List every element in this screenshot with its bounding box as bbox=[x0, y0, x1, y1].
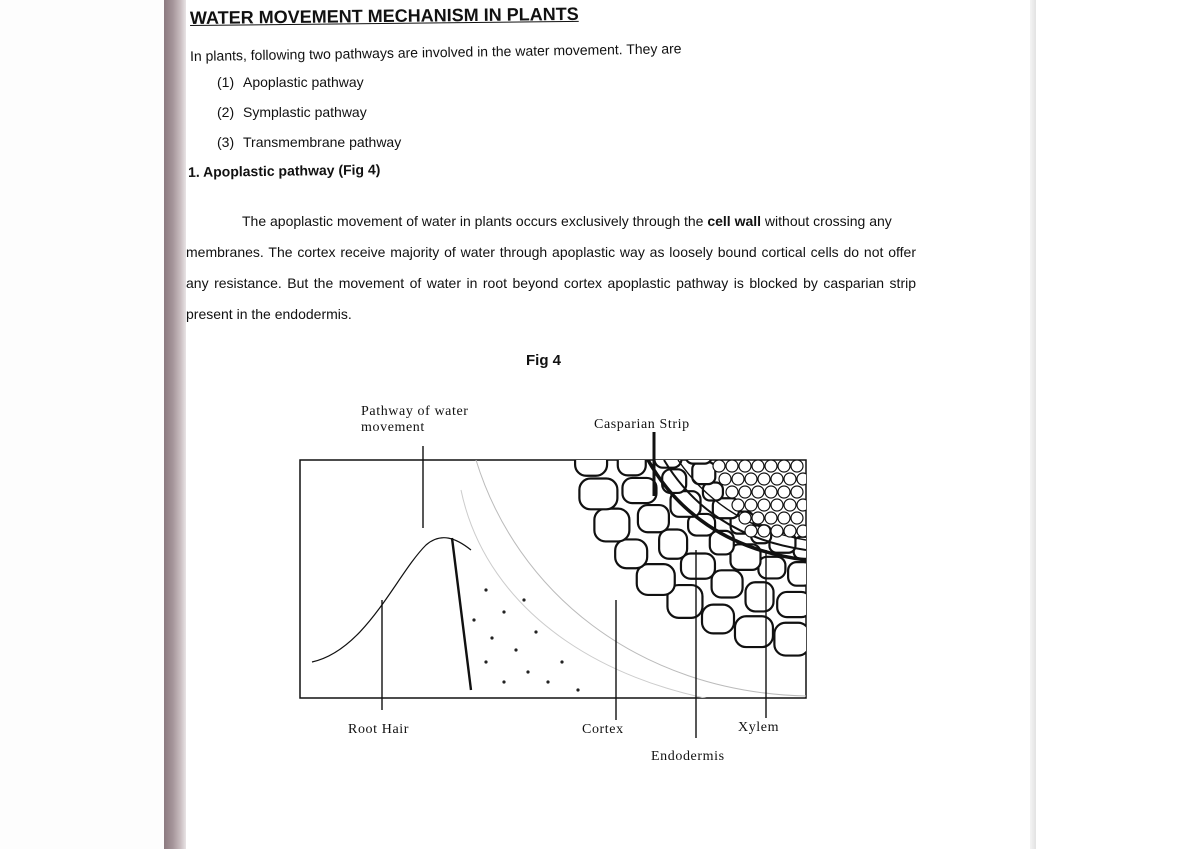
stele-cell bbox=[778, 512, 790, 524]
cortex-cell bbox=[662, 469, 686, 493]
paragraph-line: membranes. The cortex receive majority of water through apoplastic way as loosely bound cortical cells do not offer bbox=[186, 244, 916, 260]
label-cortex: Cortex bbox=[582, 722, 624, 737]
paragraph-line bbox=[186, 206, 916, 237]
water-dot bbox=[522, 598, 525, 601]
label-root-hair: Root Hair bbox=[348, 722, 410, 737]
cortex-cell bbox=[622, 478, 656, 503]
stele-cell bbox=[739, 512, 751, 524]
list-number: (1) bbox=[217, 74, 235, 90]
paragraph-text: without crossing any bbox=[761, 213, 892, 229]
cortex-cell bbox=[692, 462, 715, 484]
stele-cell bbox=[758, 525, 770, 537]
stele-cell bbox=[791, 486, 803, 498]
cortex-cell bbox=[702, 605, 734, 634]
cortex-cell bbox=[819, 540, 839, 558]
cortex-cell bbox=[579, 479, 617, 510]
water-dot bbox=[576, 688, 579, 691]
label-endodermis: Endodermis bbox=[651, 749, 725, 764]
stele-cell bbox=[771, 525, 783, 537]
cortex-cell bbox=[659, 530, 687, 559]
stele-cell bbox=[778, 486, 790, 498]
water-dot bbox=[490, 636, 493, 639]
stele-cell bbox=[797, 473, 809, 485]
root-cross-section-figure bbox=[186, 400, 1030, 780]
cortex-cell bbox=[712, 570, 743, 597]
stele-cell bbox=[745, 473, 757, 485]
cortex-cell bbox=[638, 505, 669, 532]
stele-cell bbox=[752, 460, 764, 472]
paragraph-text: The apoplastic movement of water in plants occurs exclusively through the bbox=[242, 213, 708, 229]
water-dot bbox=[502, 680, 505, 683]
background-margin bbox=[0, 0, 164, 849]
label-pathway: Pathway of water movement bbox=[361, 404, 469, 435]
pathway-list-item bbox=[217, 104, 367, 120]
list-item-label: Apoplastic pathway bbox=[243, 74, 364, 90]
stele-cell bbox=[719, 473, 731, 485]
water-dot bbox=[472, 618, 475, 621]
cortex-cell bbox=[686, 444, 712, 464]
page-edge bbox=[1030, 0, 1036, 849]
stele-cell bbox=[778, 460, 790, 472]
cortex-cell bbox=[814, 563, 844, 589]
stele-cell bbox=[758, 499, 770, 511]
cortex-cell bbox=[688, 425, 708, 443]
stele-cell bbox=[758, 473, 770, 485]
water-dot bbox=[484, 588, 487, 591]
stele-cell bbox=[752, 512, 764, 524]
paragraph-line: present in the endodermis. bbox=[186, 306, 352, 322]
cortex-cell bbox=[735, 616, 773, 647]
cortex-cell bbox=[814, 593, 845, 620]
list-item-label: Transmembrane pathway bbox=[243, 134, 402, 150]
stele-cell bbox=[752, 486, 764, 498]
stele-cell bbox=[797, 499, 809, 511]
cortex-cell bbox=[788, 562, 812, 586]
stele-cell bbox=[784, 525, 796, 537]
stele-cell bbox=[726, 486, 738, 498]
stele-cell bbox=[765, 460, 777, 472]
list-item-label: Symplastic pathway bbox=[243, 104, 367, 120]
paragraph-line: any resistance. But the movement of water in root beyond cortex apoplastic pathway is blocked by casparian strip bbox=[186, 275, 916, 291]
document-page bbox=[186, 0, 1030, 849]
book-spine-shadow bbox=[164, 0, 186, 849]
stele-cell bbox=[732, 499, 744, 511]
water-dot bbox=[534, 630, 537, 633]
cortex-cell bbox=[594, 509, 629, 542]
water-dot bbox=[514, 648, 517, 651]
list-number: (2) bbox=[217, 104, 235, 120]
cortex-cell bbox=[815, 627, 847, 656]
stele-cell bbox=[784, 473, 796, 485]
stele-cell bbox=[745, 525, 757, 537]
cortex-cell bbox=[615, 539, 647, 568]
water-dot bbox=[526, 670, 529, 673]
stele-cell bbox=[797, 525, 809, 537]
pathway-list-item bbox=[217, 134, 401, 150]
water-dot bbox=[560, 660, 563, 663]
stele-cell bbox=[771, 473, 783, 485]
body-paragraph bbox=[186, 206, 916, 330]
water-dot bbox=[484, 660, 487, 663]
page-title: WATER MOVEMENT MECHANISM IN PLANTS bbox=[189, 3, 579, 28]
water-dot bbox=[546, 680, 549, 683]
cortex-cell bbox=[575, 447, 607, 476]
stele-cell bbox=[765, 486, 777, 498]
stele-cell bbox=[745, 499, 757, 511]
section-heading: 1. Apoplastic pathway (Fig 4) bbox=[187, 161, 381, 180]
label-xylem: Xylem bbox=[738, 720, 780, 735]
list-number: (3) bbox=[217, 134, 235, 150]
stele-cell bbox=[771, 499, 783, 511]
cortex-cell bbox=[637, 564, 675, 595]
cortex-cell bbox=[618, 446, 646, 475]
water-dot bbox=[502, 610, 505, 613]
bold-term: cell wall bbox=[707, 213, 762, 229]
stele-cell bbox=[791, 460, 803, 472]
stele-cell bbox=[713, 460, 725, 472]
cortex-cell bbox=[774, 623, 809, 656]
cortex-cell bbox=[758, 557, 785, 579]
label-casparian-strip: Casparian Strip bbox=[594, 417, 690, 432]
stele-cell bbox=[765, 512, 777, 524]
stele-cell bbox=[739, 486, 751, 498]
pathway-list-item bbox=[217, 74, 364, 90]
stele-cell bbox=[739, 460, 751, 472]
cortex-cell bbox=[654, 446, 681, 468]
cortex-cell bbox=[746, 582, 774, 611]
stele-cell bbox=[791, 512, 803, 524]
stele-cell bbox=[726, 460, 738, 472]
cortex-cell bbox=[681, 554, 715, 579]
stele-cell bbox=[732, 473, 744, 485]
intro-text: In plants, following two pathways are involved in the water movement. They are bbox=[189, 40, 682, 64]
stele-cell bbox=[784, 499, 796, 511]
figure-caption: Fig 4 bbox=[526, 352, 562, 369]
